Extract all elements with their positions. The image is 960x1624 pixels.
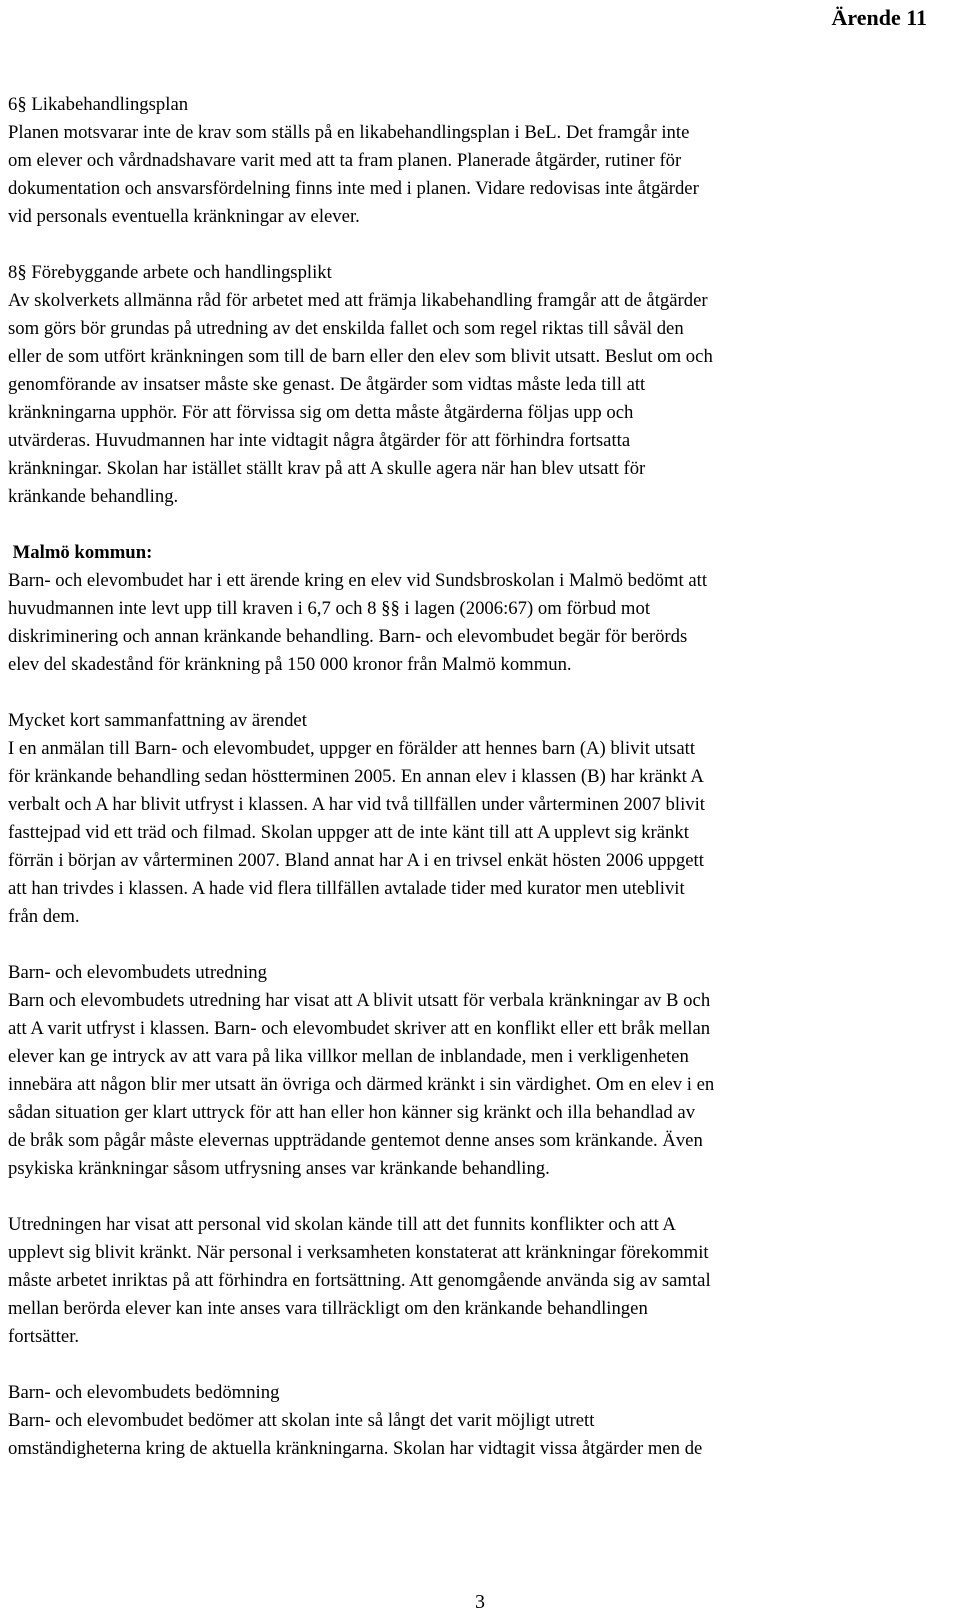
text-line: elever kan ge intryck av att vara på lika villkor mellan de inblandade, men i verkligenheten bbox=[8, 1046, 689, 1067]
document-body bbox=[8, 91, 938, 1463]
text-line: att han trivdes i klassen. A hade vid flera tillfällen avtalade tider med kurator men uteblivit bbox=[8, 878, 685, 899]
text-line: Av skolverkets allmänna råd för arbetet med att främja likabehandling framgår att de åtgärder bbox=[8, 290, 708, 311]
text-line: om elever och vårdnadshavare varit med att ta fram planen. Planerade åtgärder, rutiner för bbox=[8, 150, 682, 171]
section-heading: Barn- och elevombudets bedömning bbox=[8, 1382, 280, 1403]
text-line: från dem. bbox=[8, 906, 80, 927]
text-line: dokumentation och ansvarsfördelning finns inte med i planen. Vidare redovisas inte åtgärder bbox=[8, 178, 699, 199]
text-line: omständigheterna kring de aktuella kränkningarna. Skolan har vidtagit vissa åtgärder men de bbox=[8, 1438, 703, 1459]
text-line: Barn och elevombudets utredning har visat att A blivit utsatt för verbala kränkningar av B och bbox=[8, 990, 711, 1011]
section-sammanfattning bbox=[8, 707, 938, 931]
text-line: innebära att någon blir mer utsatt än övriga och därmed kränkt i sin värdighet. Om en elev i en bbox=[8, 1074, 715, 1095]
text-line: kränkningar. Skolan har istället ställt krav på att A skulle agera när han blev utsatt för bbox=[8, 458, 646, 479]
page-number: 3 bbox=[475, 1591, 485, 1613]
section-malmo bbox=[8, 539, 938, 679]
text-line: de bråk som pågår måste elevernas uppträdande gentemot denne anses som kränkande. Även bbox=[8, 1130, 703, 1151]
text-line: huvudmannen inte levt upp till kraven i 6,7 och 8 §§ i lagen (2006:67) om förbud mot bbox=[8, 598, 651, 619]
section-forebyggande bbox=[8, 259, 938, 511]
text-line: eller de som utfört kränkningen som till de barn eller den elev som blivit utsatt. Beslut om och bbox=[8, 346, 713, 367]
document-header: Ärende 11 bbox=[831, 5, 927, 30]
text-line: Barn- och elevombudet bedömer att skolan inte så långt det varit möjligt utrett bbox=[8, 1410, 595, 1431]
text-line: genomförande av insatser måste ske genast. De åtgärder som vidtas måste leda till att bbox=[8, 374, 646, 395]
text-line: fasttejpad vid ett träd och filmad. Skolan uppger att de inte känt till att A upplevt sig kränkt bbox=[8, 822, 689, 843]
text-line: elev del skadestånd för kränkning på 150 000 kronor från Malmö kommun. bbox=[8, 654, 572, 675]
text-line: fortsätter. bbox=[8, 1326, 80, 1347]
section-heading: Barn- och elevombudets utredning bbox=[8, 962, 267, 983]
text-line: I en anmälan till Barn- och elevombudet, uppger en förälder att hennes barn (A) blivit utsatt bbox=[8, 738, 696, 759]
text-line: mellan berörda elever kan inte anses vara tillräckligt om den kränkande behandlingen bbox=[8, 1298, 648, 1319]
text-line: Utredningen har visat att personal vid skolan kände till att det funnits konflikter och att A bbox=[8, 1214, 676, 1235]
text-line: Planen motsvarar inte de krav som ställs på en likabehandlingsplan i BeL. Det framgår inte bbox=[8, 122, 690, 143]
text-line: kränkningarna upphör. För att förvissa sig om detta måste åtgärderna följas upp och bbox=[8, 402, 634, 423]
section-utredning bbox=[8, 959, 938, 1183]
text-line: som görs bör grundas på utredning av det enskilda fallet och som regel riktas till såväl den bbox=[8, 318, 684, 339]
section-heading: Mycket kort sammanfattning av ärendet bbox=[8, 710, 307, 731]
section-heading: 8§ Förebyggande arbete och handlingsplikt bbox=[8, 262, 332, 283]
section-heading-bold: Malmö kommun: bbox=[8, 542, 153, 563]
section-utredningen-personal bbox=[8, 1211, 938, 1351]
text-line: utvärderas. Huvudmannen har inte vidtagit några åtgärder för att förhindra fortsatta bbox=[8, 430, 631, 451]
text-line: vid personals eventuella kränkningar av elever. bbox=[8, 206, 360, 227]
section-heading: 6§ Likabehandlingsplan bbox=[8, 94, 189, 115]
text-line: sådan situation ger klart uttryck för att han eller hon känner sig kränkt och illa behandlad av bbox=[8, 1102, 696, 1123]
text-line: kränkande behandling. bbox=[8, 486, 179, 507]
text-line: måste arbetet inriktas på att förhindra en fortsättning. Att genomgående använda sig av samtal bbox=[8, 1270, 711, 1291]
text-line: psykiska kränkningar såsom utfrysning anses var kränkande behandling. bbox=[8, 1158, 550, 1179]
text-line: diskriminering och annan kränkande behandling. Barn- och elevombudet begär för berörds bbox=[8, 626, 688, 647]
text-line: upplevt sig blivit kränkt. När personal i verksamheten konstaterat att kränkningar förekommit bbox=[8, 1242, 709, 1263]
section-bedomning bbox=[8, 1379, 938, 1463]
text-line: förrän i början av vårterminen 2007. Bland annat har A i en trivsel enkät hösten 2006 uppgett bbox=[8, 850, 704, 871]
text-line: för kränkande behandling sedan höstterminen 2005. En annan elev i klassen (B) har kränkt A bbox=[8, 766, 704, 787]
section-likabehandlingsplan bbox=[8, 91, 938, 231]
text-line: verbalt och A har blivit utfryst i klassen. A har vid två tillfällen under vårterminen 2007 blivit bbox=[8, 794, 706, 815]
text-line: att A varit utfryst i klassen. Barn- och elevombudet skriver att en konflikt eller ett bråk mellan bbox=[8, 1018, 711, 1039]
text-line: Barn- och elevombudet har i ett ärende kring en elev vid Sundsbroskolan i Malmö bedömt att bbox=[8, 570, 708, 591]
